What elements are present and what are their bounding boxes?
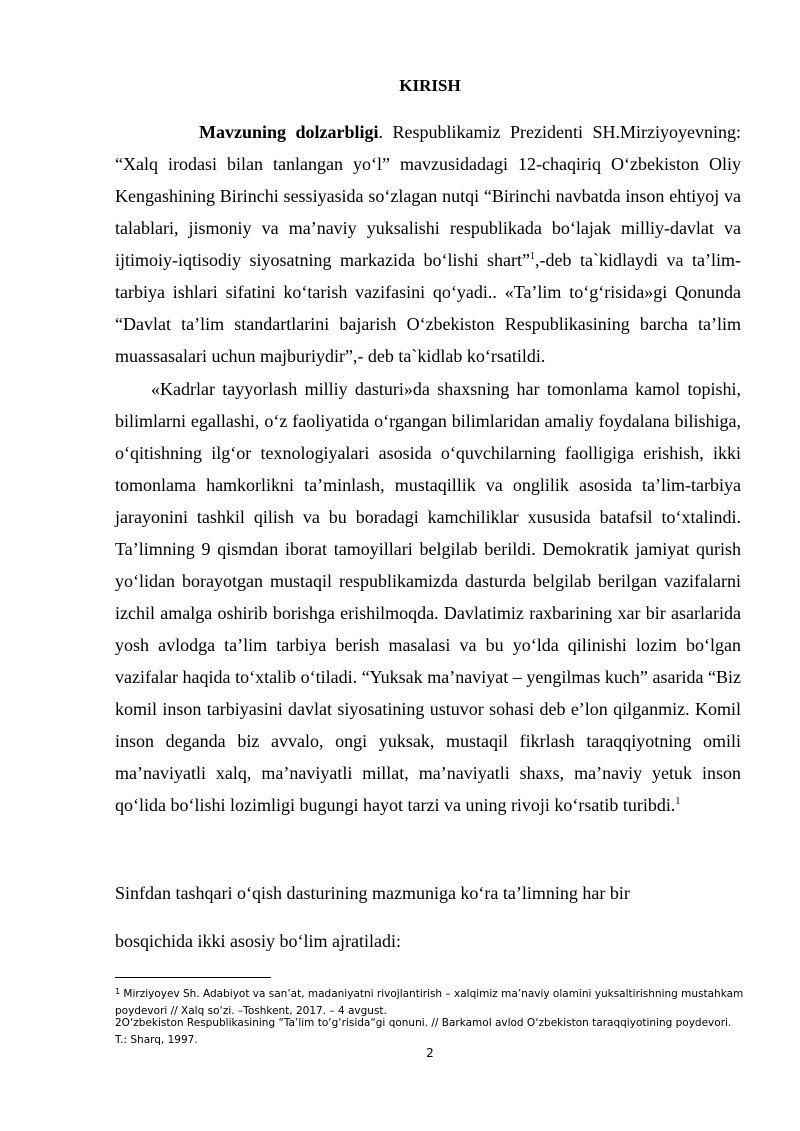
- paragraph-text: Sinfdan tashqari o‘qish dasturining mazmuniga ko‘ra ta’limning har bir: [115, 883, 630, 903]
- footnote-2: [115, 1015, 745, 1049]
- footnote-ref: 1: [530, 251, 536, 262]
- relevance-heading: Mavzuning dolzarbligi: [199, 122, 379, 142]
- paragraph-sections: [115, 925, 741, 957]
- footnote-separator: [115, 977, 271, 978]
- page-number: 2: [426, 1046, 434, 1060]
- paragraph-cadre-program: [115, 373, 741, 821]
- paragraph-text: bosqichida ikki asosiy bo‘lim ajratiladi:: [115, 931, 401, 951]
- paragraph-text-part: ,-deb ta`kidlaydi va ta’lim-tarbiya ishlari sifatini ko‘tarish vazifasini qo‘yadi.. «Ta’lim to‘g‘risida»gi Qonunda “Davlat ta’lim standartlarini bajarish O‘zbekiston Respublikasining barcha ta’lim muassasalari uchun majburiydir”,- deb ta`kidlab ko‘rsatildi.: [115, 250, 741, 366]
- footnote-text: Mirziyoyev Sh. Adabiyot va san’at, madaniyatni rivojlantirish – xalqimiz ma’naviy olamini yuksaltirishning mustahkam poydevori // Xalq so‘zi. –Toshkent, 2017. – 4 avgust.: [115, 988, 744, 1017]
- footnote-mark: 1: [115, 987, 121, 996]
- footnote-ref: 1: [675, 796, 681, 807]
- paragraph-relevance: [115, 116, 741, 372]
- section-title: KIRISH: [399, 76, 461, 95]
- paragraph-text: [115, 116, 741, 372]
- paragraph-text: [115, 373, 741, 821]
- paragraph-text-part: . Respublikamiz Prezidenti SH.Mirziyoyevning: “Xalq irodasi bilan tanlangan yo‘l” mavzusidadagi 12-chaqiriq O‘zbekiston Oliy Kengashining Birinchi sessiyasida so‘zlagan nutqi “Birinchi navbatda inson ehtiyoj va talablari, jismoniy va ma’naviy yuksalishi respublikada bo‘lajak milliy-davlat va ijtimoiy-iqtisodiy siyosatning markazida bo‘lishi shart”: [115, 122, 742, 270]
- paragraph-text-part: «Kadrlar tayyorlash milliy dasturi»da shaxsning har tomonlama kamol topishi, bilimlarni egallashi, o‘z faoliyatida o‘rgangan bilimlaridan amaliy foydalana bilishiga, o‘qitishning ilg‘or texnologiyalari asosida o‘quvchilarning faolligiga erishish, ikki tomonlama hamkorlikni ta’minlash, mustaqillik va onglilik asosida ta’lim-tarbiya jarayonini tashkil qilish va bu boradagi kamchiliklar xususida batafsil to‘xtalindi. Ta’limning 9 qismdan iborat tamoyillari belgilab berildi. Demokratik jamiyat qurish yo‘lidan borayotgan mustaqil respublikamizda dasturda belgilab berilgan vazifalarni izchil amalga oshirib borishga erishilmoqda. Davlatimiz raxbarining xar bir asarlarida yosh avlodga ta’lim tarbiya berish masalasi va bu yo‘lda qilinishi lozim bo‘lgan vazifalar haqida to‘xtalib o‘tiladi. “Yuksak ma’naviyat – yengilmas kuch” asarida “Biz komil inson tarbiyasini davlat siyosatining ustuvor sohasi deb e’lon qilganmiz. Komil inson deganda biz avvalo, ongi yuksak, mustaqil fikrlash taraqqiyotning omili ma’naviyatli xalq, ma’naviyatli millat, ma’naviyatli shaxs, ma’naviy yetuk inson qo‘lida bo‘lishi lozimligi bugungi hayot tarzi va uning rivoji ko‘rsatib turibdi.: [115, 379, 741, 815]
- paragraph-reading-program: [115, 877, 741, 909]
- footnote-text: 2O‘zbekiston Respublikasining “Ta’lim to‘g‘risida“gi qonuni. // Barkamol avlod O‘zbekiston taraqqiyotining poydevori. T.: Sharq, 1997.: [115, 1017, 732, 1046]
